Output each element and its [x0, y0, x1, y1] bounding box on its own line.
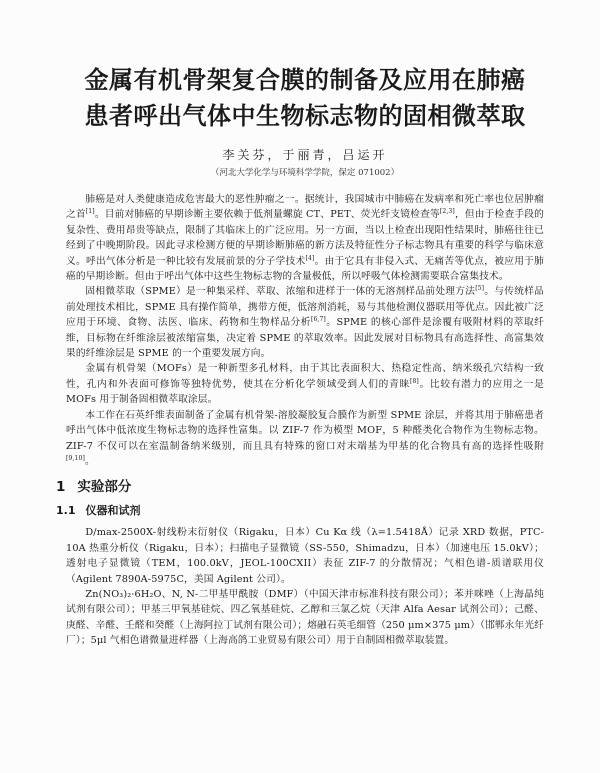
affiliation: （河北大学化学与环境科学学院，保定 071002）	[210, 168, 400, 178]
section-heading-1-1: 1.1 仪器和试剂	[56, 504, 141, 518]
section-heading-1: 1 实验部分	[56, 479, 132, 496]
title-line-1: 金属有机骨架复合膜的制备及应用在肺癌	[84, 66, 526, 94]
paper-title	[66, 62, 544, 134]
intro-paragraph-2: 固相微萃取（SPME）是一种集采样、萃取、浓缩和进样于一体的无溶剂样品前处理方法[5]。与传统样品前处理技术相比，SPME 具有操作简单，携带方便，低溶剂消耗，易与其他检测仪器联用等优点。因此被广泛应用于环境、食物、法医、临床、药物和生物样品分析[6,7]。SPME 的核心部件是涂覆有吸附材料的萃取纤维，目标物在纤维涂层被浓缩富集，决定着 SPME 的萃取效率。因此发展对目标物具有高选择性、高富集效果的纤维涂层是 SPME 的一个重要发展方向。	[66, 285, 544, 360]
instruments-paragraph: D/max-2500X-射线粉末衍射仪（Rigaku，日本）Cu Kα 线（λ=1.5418Å）记录 XRD 数据，PTC-10A 热重分析仪（Rigaku，日本）；扫描电子显微镜（SS-550，Shimadzu，日本）（加速电压 15.0kV）；透射电子显微镜（TEM，100.0kV，JEOL-100CXII）表征 ZIF-7 的分散情况；气相色谱-质谱联用仪（Agilent 7890A-5975C，美国 Agilent 公司）。	[66, 527, 544, 585]
intro-paragraph-3: 金属有机骨架（MOFs）是一种新型多孔材料，由于其比表面积大、热稳定性高、纳米级孔穴结构一致性，孔内和外表面可修饰等独特优势，使其在分析化学领域受到人们的青睐[8]。比较有潜力的应用之一是 MOFs 用于制备固相微萃取涂层。	[66, 363, 544, 406]
intro-paragraph-1: 肺癌是对人类健康造成危害最大的恶性肿瘤之一。据统计，我国城市中肺癌在发病率和死亡率也位居肿瘤之首[1]。目前对肺癌的早期诊断主要依赖于低剂量螺旋 CT、PET、荧光纤支镜检查等[2,3]，但由于检查手段的复杂性、费用昂贵等缺点，限制了其临床上的广泛应用。另一方面，当以上检查出现阳性结果时，肺癌往往已经到了中晚期阶段。因此寻求检测方便的早期诊断肺癌的新方法及特征性分子标志物具有重要的科学与临床意义。呼出气体分析是一种比较有发展前景的分子学技术[4]。由于它具有非侵入式、无痛苦等优点，被应用于肺癌的早期诊断。但由于呼出气体中这些生物标志物的含量极低，所以呼吸气体检测需要联合富集技术。	[66, 194, 544, 283]
title-line-2: 患者呼出气体中生物标志物的固相微萃取	[84, 102, 526, 130]
intro-body	[66, 192, 544, 469]
reagents-paragraph: Zn(NO₃)₂·6H₂O、N, N-二甲基甲酰胺（DMF）（中国天津市标准科技有限公司）；苯并咪唑（上海晶纯试剂有限公司）；甲基三甲氧基硅烷、四乙氧基硅烷、乙醇和三氯乙烷（天津 Alfa Aesar 试剂公司）；己醛、庚醛、辛醛、壬醛和癸醛（上海阿拉丁试剂有限公司）；熔融石英毛细管（250 μm×375 μm）（邯郸永年光纤厂）；5μl 气相色谱微量进样器（上海高鸽工业贸易有限公司）用于自制固相微萃取装置。	[66, 588, 544, 647]
intro-paragraph-4: 本工作在石英纤维表面制备了金属有机骨架-溶胶凝胶复合膜作为新型 SPME 涂层，并将其用于肺癌患者呼出气体中低浓度生物标志物的选择性富集。以 ZIF-7 作为模型 MOF，5 种醛类化合物作为生物标志物。ZIF-7 不仅可以在室温制备纳米级别，而且具有特殊的窗口对末端基为甲基的化合物具有高的选择性吸附[9,10]。	[66, 409, 544, 467]
author-list: 李关芬，于丽青，吕运开	[222, 148, 388, 162]
